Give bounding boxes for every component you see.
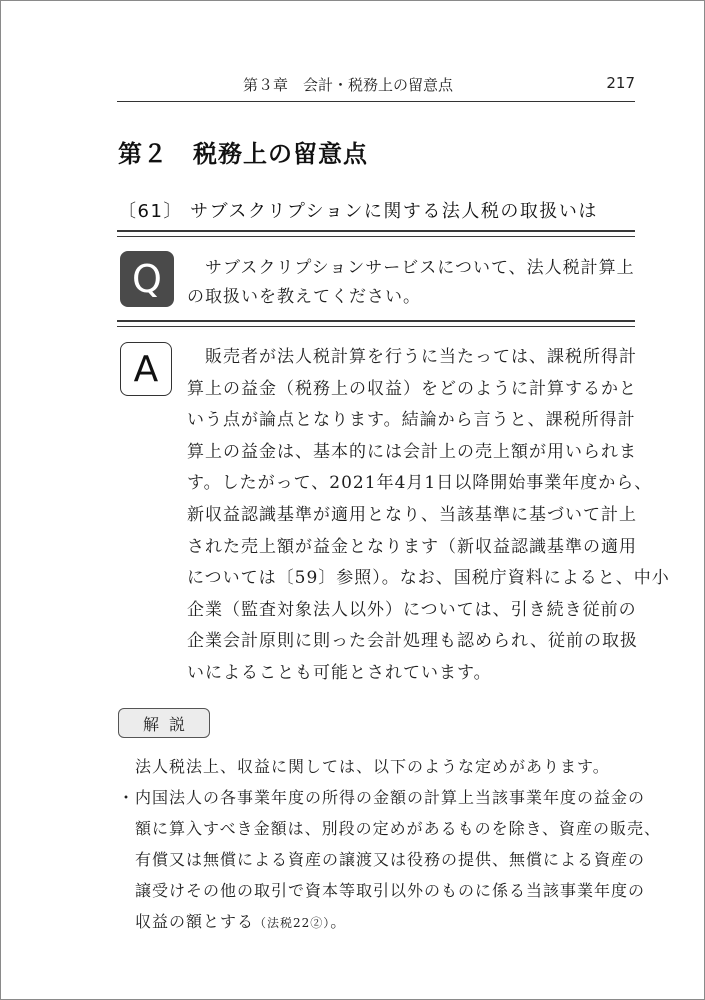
explanation-bullet-line: ・内国法人の各事業年度の所得の金額の計算上当該事業年度の益金の <box>118 788 646 807</box>
question-heading: 〔61〕 サブスクリプションに関する法人税の取扱いは <box>118 201 598 222</box>
answer-line: 算上の益金（税務上の収益）をどのように計算するかと <box>187 378 637 399</box>
explanation-bullet-last <box>118 906 661 939</box>
a-badge: A <box>120 342 172 396</box>
answer-line: 企業（監査対象法人以外）については、引き続き従前の <box>187 599 637 620</box>
explanation-bullet-line: 額に算入すべき金額は、別段の定めがあるものを除き、資産の販売、 <box>135 819 662 838</box>
bullet-last-end: 。 <box>330 912 348 931</box>
question-line: の取扱いを教えてください。 <box>187 287 421 307</box>
question-bottom-rule <box>117 320 635 327</box>
answer-line: された売上額が益金となります（新収益認識基準の適用 <box>187 536 637 557</box>
chapter-title: 第３章 会計・税務上の留意点 <box>243 76 454 94</box>
explanation-bullet-line: 有償又は無償による資産の譲渡又は役務の提供、無償による資産の <box>135 850 646 869</box>
answer-line: いによることも可能とされています。 <box>187 662 492 683</box>
explanation-body <box>118 751 661 939</box>
answer-text <box>187 342 670 690</box>
header-rule <box>117 101 635 102</box>
explanation-label: 解説 <box>118 708 210 738</box>
answer-line: 算上の益金は、基本的には会計上の売上額が用いられま <box>187 441 637 462</box>
answer-line: いう点が論点となります。結論から言うと、課税所得計 <box>187 410 636 431</box>
bullet-last-text: 収益の額とする <box>135 912 255 931</box>
law-reference: （法税22②） <box>254 916 331 930</box>
q-badge: Q <box>120 251 174 307</box>
page-number: 217 <box>606 74 635 92</box>
section-title: 第２ 税務上の留意点 <box>118 140 368 168</box>
question-line: サブスクリプションサービスについて、法人税計算上 <box>187 258 635 278</box>
answer-line: す。したがって、2021年4月1日以降開始事業年度から、 <box>187 473 653 494</box>
explanation-intro: 法人税法上、収益に関しては、以下のような定めがあります。 <box>135 757 610 776</box>
answer-line: 販売者が法人税計算を行うに当たっては、課税所得計 <box>187 347 637 367</box>
answer-line: 企業会計原則に則った会計処理も認められ、従前の取扱 <box>187 631 639 652</box>
answer-line: 新収益認識基準が適用となり、当該基準に基づいて計上 <box>187 504 637 525</box>
question-top-rule <box>117 230 635 237</box>
question-text <box>187 254 635 312</box>
answer-line: については〔59〕参照）。なお、国税庁資料によると、中小 <box>187 568 670 589</box>
running-head <box>117 74 635 96</box>
explanation-bullet-line: 譲受けその他の取引で資本等取引以外のものに係る当該事業年度の <box>135 881 646 900</box>
